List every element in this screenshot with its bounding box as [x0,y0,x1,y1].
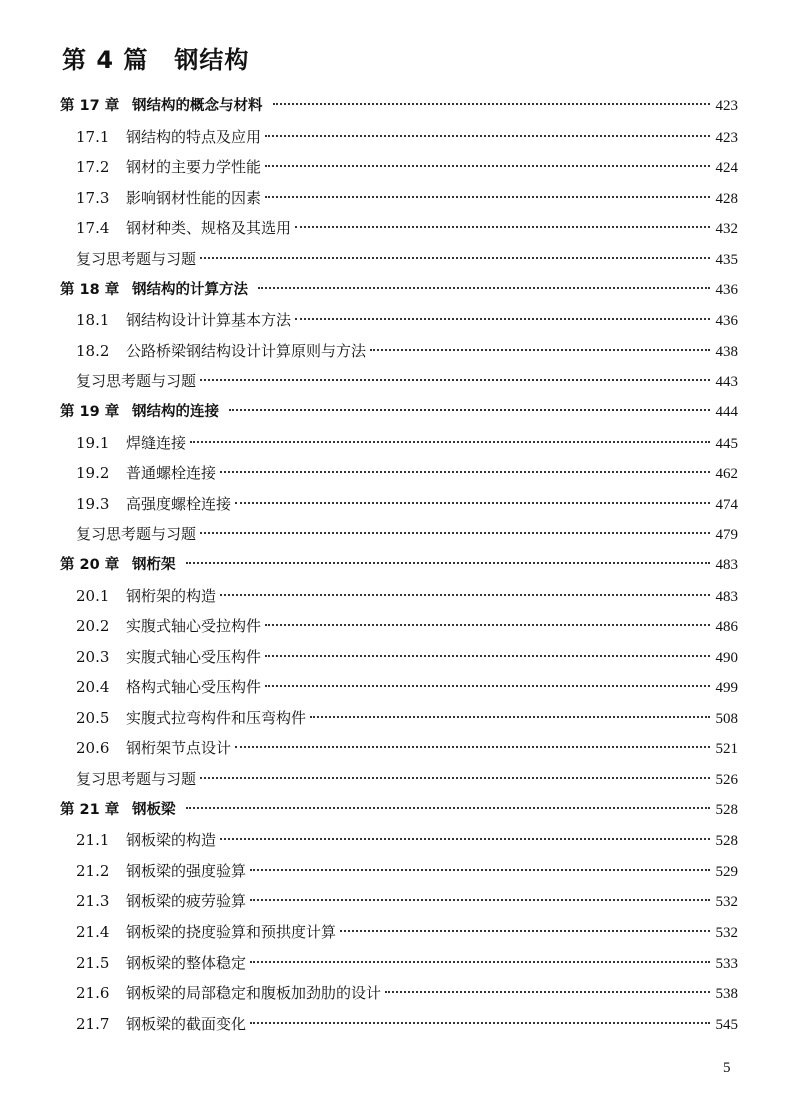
dot-leader [295,226,709,228]
toc-review-row[interactable] [60,764,738,795]
dot-leader [250,961,709,963]
dot-leader [250,869,709,871]
dot-leader [265,196,709,198]
toc-section-row[interactable] [60,948,738,979]
toc-entry-number: 21.6 [76,984,110,1003]
toc-chapter-row[interactable] [60,275,738,306]
toc-entry-title: 钢板梁的局部稳定和腹板加劲肋的设计 [126,984,382,1003]
table-of-contents [60,91,738,1039]
toc-chapter-row[interactable] [60,397,738,428]
toc-entry-number: 第 18 章 [60,281,120,298]
toc-entry-page: 483 [715,588,738,605]
toc-entry-title: 钢桁架节点设计 [126,739,232,758]
toc-entry-number: 18.1 [76,311,110,330]
toc-entry-title: 钢材种类、规格及其选用 [126,219,292,238]
toc-entry-title: 焊缝连接 [126,433,187,452]
toc-entry-title: 普通螺栓连接 [126,464,217,483]
dot-leader [370,349,709,351]
toc-entry-page: 438 [715,343,738,360]
part-label: 第 4 篇 [62,46,149,74]
dot-leader [265,165,709,167]
toc-entry-page: 532 [715,894,738,911]
toc-entry-page: 424 [715,160,738,177]
toc-entry-title: 钢桁架 [132,556,176,573]
toc-entry-title: 钢结构的概念与材料 [132,98,263,114]
toc-entry-title: 钢结构的连接 [132,403,219,420]
toc-entry-number: 21.7 [76,1014,110,1033]
toc-entry-page: 490 [715,649,738,666]
dot-leader [235,502,709,504]
toc-entry-title: 影响钢材性能的因素 [126,188,262,207]
toc-entry-number: 20.3 [76,647,110,666]
toc-entry-page: 423 [715,129,738,146]
toc-section-row[interactable] [60,642,738,673]
toc-section-row[interactable] [60,703,738,734]
toc-entry-number: 第 19 章 [60,403,120,420]
toc-entry-page: 526 [715,772,738,789]
toc-entry-number: 20.6 [76,739,110,758]
toc-chapter-row[interactable] [60,795,738,826]
toc-section-row[interactable] [60,611,738,642]
dot-leader [385,991,709,993]
dot-leader [310,716,709,718]
dot-leader [186,807,710,809]
toc-entry-number: 19.3 [76,494,110,513]
toc-section-row[interactable] [60,856,738,887]
toc-review-row[interactable] [60,244,738,275]
toc-entry-title: 格构式轴心受压构件 [126,678,262,697]
dot-leader [265,135,709,137]
toc-section-row[interactable] [60,213,738,244]
dot-leader [200,379,709,381]
dot-leader [340,930,709,932]
toc-entry-title: 钢板梁的挠度验算和预拱度计算 [126,923,337,942]
toc-entry-title: 实腹式拉弯构件和压弯构件 [126,708,307,727]
toc-entry-page: 483 [715,556,738,573]
toc-entry-title: 钢桁架的构造 [126,586,217,605]
toc-section-row[interactable] [60,489,738,520]
toc-entry-number: 17.4 [76,219,110,238]
dot-leader [250,1022,709,1024]
toc-entry-number: 17.3 [76,188,110,207]
dot-leader [265,655,709,657]
part-name: 钢结构 [174,46,250,74]
toc-entry-number: 18.2 [76,341,110,360]
toc-entry-number: 20.4 [76,678,110,697]
toc-entry-page: 474 [715,496,738,513]
toc-review-row[interactable] [60,366,738,397]
dot-leader [235,746,709,748]
toc-entry-number: 21.2 [76,861,110,880]
toc-entry-title: 钢结构的特点及应用 [126,127,262,146]
toc-review-row[interactable] [60,519,738,550]
toc-section-row[interactable] [60,122,738,153]
toc-entry-page: 462 [715,466,738,483]
dot-leader [258,287,710,289]
toc-entry-number: 20.2 [76,617,110,636]
toc-entry-page: 545 [715,1016,738,1033]
dot-leader [265,685,709,687]
toc-entry-title: 复习思考题与习题 [76,525,197,544]
toc-section-row[interactable] [60,825,738,856]
dot-leader [200,777,709,779]
toc-entry-page: 532 [715,925,738,942]
toc-section-row[interactable] [60,305,738,336]
toc-entry-page: 436 [715,281,738,298]
toc-section-row[interactable] [60,733,738,764]
toc-entry-title: 钢结构设计计算基本方法 [126,311,292,330]
toc-entry-number: 21.3 [76,892,110,911]
toc-entry-title: 钢板梁的截面变化 [126,1014,247,1033]
dot-leader [273,103,710,105]
toc-entry-page: 428 [715,190,738,207]
toc-entry-number: 17.1 [76,127,110,146]
toc-section-row[interactable] [60,183,738,214]
dot-leader [229,409,710,411]
toc-section-row[interactable] [60,1009,738,1040]
toc-entry-number: 21.5 [76,953,110,972]
toc-entry-page: 445 [715,435,738,452]
footer-page-number: 5 [723,1060,731,1076]
toc-entry-title: 复习思考题与习题 [76,372,197,391]
toc-entry-title: 钢板梁的整体稳定 [126,953,247,972]
toc-entry-number: 第 17 章 [60,98,120,114]
toc-entry-title: 实腹式轴心受拉构件 [126,617,262,636]
toc-entry-page: 529 [715,863,738,880]
dot-leader [186,562,710,564]
toc-entry-number: 20.5 [76,708,110,727]
toc-chapter-row[interactable] [60,550,738,581]
toc-entry-number: 21.4 [76,923,110,942]
toc-entry-page: 432 [715,221,738,238]
toc-entry-page: 528 [715,801,738,818]
toc-entry-page: 486 [715,619,738,636]
dot-leader [190,441,709,443]
toc-entry-page: 435 [715,251,738,268]
toc-section-row[interactable] [60,336,738,367]
toc-section-row[interactable] [60,428,738,459]
toc-section-row[interactable] [60,672,738,703]
toc-entry-title: 复习思考题与习题 [76,770,197,789]
toc-entry-page: 499 [715,680,738,697]
dot-leader [220,838,709,840]
toc-entry-page: 479 [715,527,738,544]
dot-leader [295,318,709,320]
toc-section-row[interactable] [60,886,738,917]
dot-leader [200,532,709,534]
toc-entry-number: 20.1 [76,586,110,605]
toc-entry-number: 19.1 [76,433,110,452]
part-title [62,40,249,75]
toc-entry-number: 19.2 [76,464,110,483]
toc-entry-number: 第 20 章 [60,556,120,573]
dot-leader [220,594,709,596]
toc-section-row[interactable] [60,581,738,612]
toc-entry-title: 钢板梁的疲劳验算 [126,892,247,911]
toc-entry-page: 521 [715,741,738,758]
dot-leader [220,471,709,473]
toc-section-row[interactable] [60,458,738,489]
dot-leader [265,624,709,626]
toc-entry-page: 444 [715,403,738,420]
dot-leader [200,257,709,259]
toc-section-row[interactable] [60,917,738,948]
toc-entry-title: 钢板梁的强度验算 [126,861,247,880]
toc-entry-number: 17.2 [76,158,110,177]
toc-entry-page: 443 [715,374,738,391]
toc-section-row[interactable] [60,978,738,1009]
toc-entry-page: 528 [715,833,738,850]
toc-entry-page: 508 [715,710,738,727]
toc-entry-page: 538 [715,986,738,1003]
toc-entry-number: 21.1 [76,831,110,850]
toc-section-row[interactable] [60,152,738,183]
toc-entry-title: 公路桥梁钢结构设计计算原则与方法 [126,341,367,360]
toc-entry-title: 复习思考题与习题 [76,249,197,268]
toc-entry-title: 钢板梁 [132,801,176,818]
toc-entry-page: 423 [715,98,738,114]
toc-entry-title: 高强度螺栓连接 [126,494,232,513]
toc-entry-number: 第 21 章 [60,801,120,818]
toc-entry-title: 钢板梁的构造 [126,831,217,850]
toc-chapter-row[interactable] [60,91,738,122]
toc-entry-page: 533 [715,955,738,972]
toc-entry-title: 钢结构的计算方法 [132,281,248,298]
toc-entry-title: 实腹式轴心受压构件 [126,647,262,666]
toc-entry-title: 钢材的主要力学性能 [126,158,262,177]
dot-leader [250,899,709,901]
toc-entry-page: 436 [715,313,738,330]
